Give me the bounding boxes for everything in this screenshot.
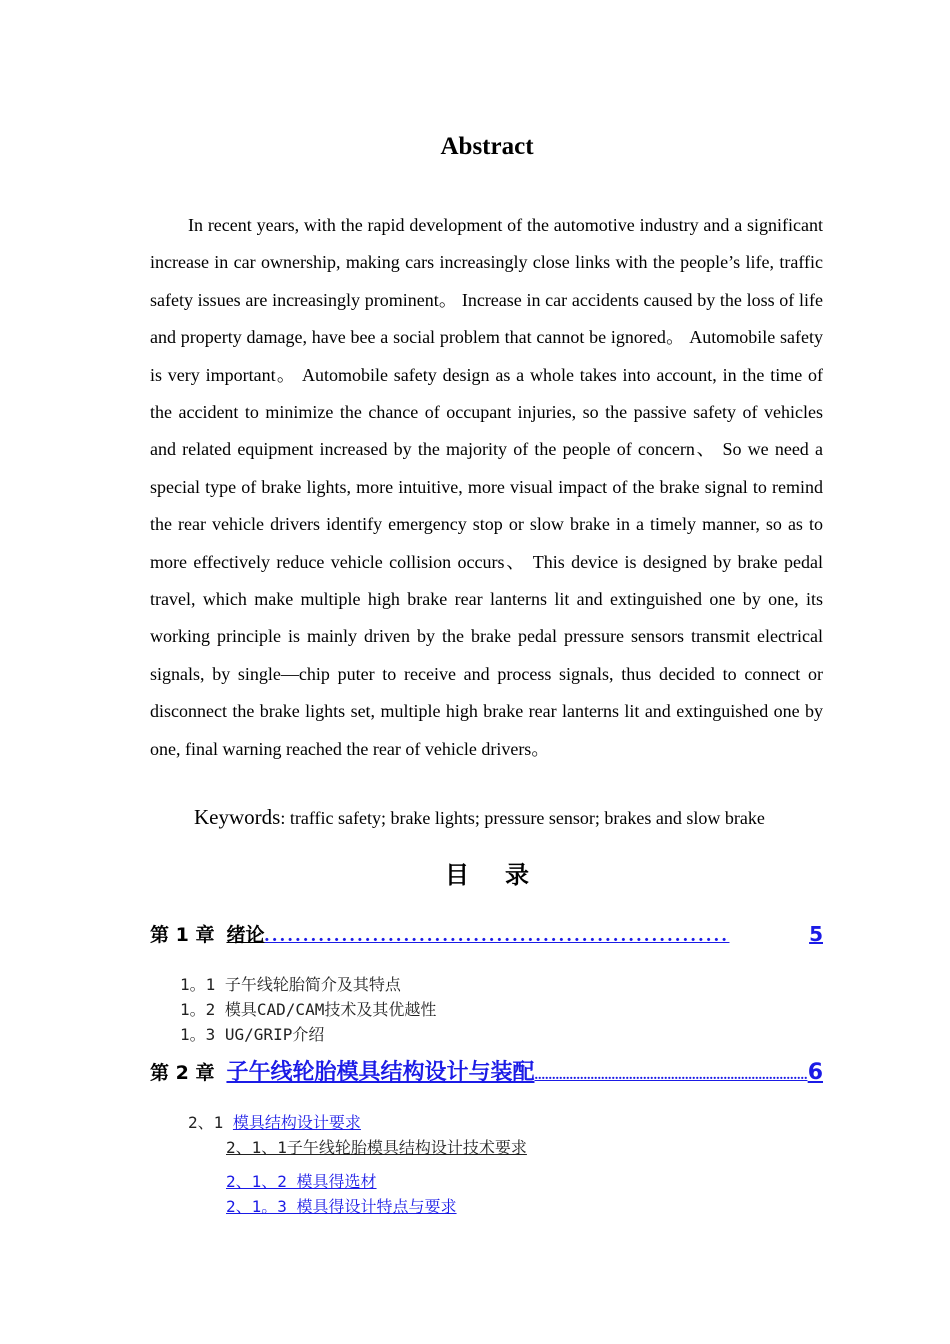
abstract-title: Abstract [440,133,534,160]
chapter-number: 第 1 章 [150,924,215,946]
toc-item-2-1[interactable] [188,1110,361,1133]
section-number: 2、1 [188,1113,224,1132]
toc-item-1-1: 1。1 子午线轮胎简介及其特点 [180,975,401,994]
toc-title: 目录 [445,861,565,889]
toc-leader[interactable]: .............................................................................. [534,1068,808,1083]
abstract-body [150,207,823,768]
toc-item-2-1-3[interactable]: 2、1。3 模具得设计特点与要求 [226,1197,457,1216]
toc-item-2-1-2[interactable]: 2、1、2 模具得选材 [226,1172,377,1191]
toc-item-1-2: 1。2 模具CAD/CAM技术及其优越性 [180,1000,437,1019]
chapter-title-link[interactable]: 子午线轮胎模具结构设计与装配 [226,1060,535,1085]
toc-chapter-1[interactable] [150,920,823,947]
toc-item-2-1-1[interactable]: 2、1、1子午线轮胎模具结构设计技术要求 [226,1138,527,1157]
chapter-title[interactable]: 绪论 [226,924,265,946]
keywords-text: : traffic safety; brake lights; pressure sensor; brakes and slow brake [280,808,765,828]
abstract-paragraph: In recent years, with the rapid development of the automotive industry and a significant increase in car ownership, making cars increasingly close links with the people’s life, traffic safety issues are increasingly prominent。 Increase in car accidents caused by the loss of life and property damage, have bee a social problem that cannot be ignored。 Automobile safety is very important。 Automobile safety design as a whole takes into account, in the time of the accident to minimize the chance of occupant injuries, so the passive safety of vehicles and related equipment increased by the majority of the people of concern、 So we need a special type of brake lights, more intuitive, more visual impact of the brake signal to remind the rear vehicle drivers identify emergency stop or slow brake in a timely manner, so as to more effectively reduce vehicle collision occurs、 This device is designed by brake pedal travel, which make multiple high brake rear lanterns lit and extinguished one by one, its working principle is mainly driven by the brake pedal pressure sensors transmit electrical signals, by single—chip puter to receive and process signals, thus decided to connect or disconnect the brake lights set, multiple high brake rear lanterns lit and extinguished one by one, final warning reached the rear of vehicle drivers。 [150,215,823,759]
toc-chapter-2[interactable] [150,1055,823,1086]
keywords-line [194,805,834,830]
section-title-link[interactable]: 模具结构设计要求 [232,1113,361,1132]
page-number-link[interactable]: 5 [809,922,823,946]
chapter-number: 第 2 章 [150,1062,215,1084]
toc-leader[interactable]: ............................................................ [264,925,730,946]
toc-item-1-3: 1。3 UG/GRIP介绍 [180,1025,325,1044]
keywords-label: Keywords [194,805,281,829]
page-number-link[interactable]: 6 [807,1060,823,1085]
